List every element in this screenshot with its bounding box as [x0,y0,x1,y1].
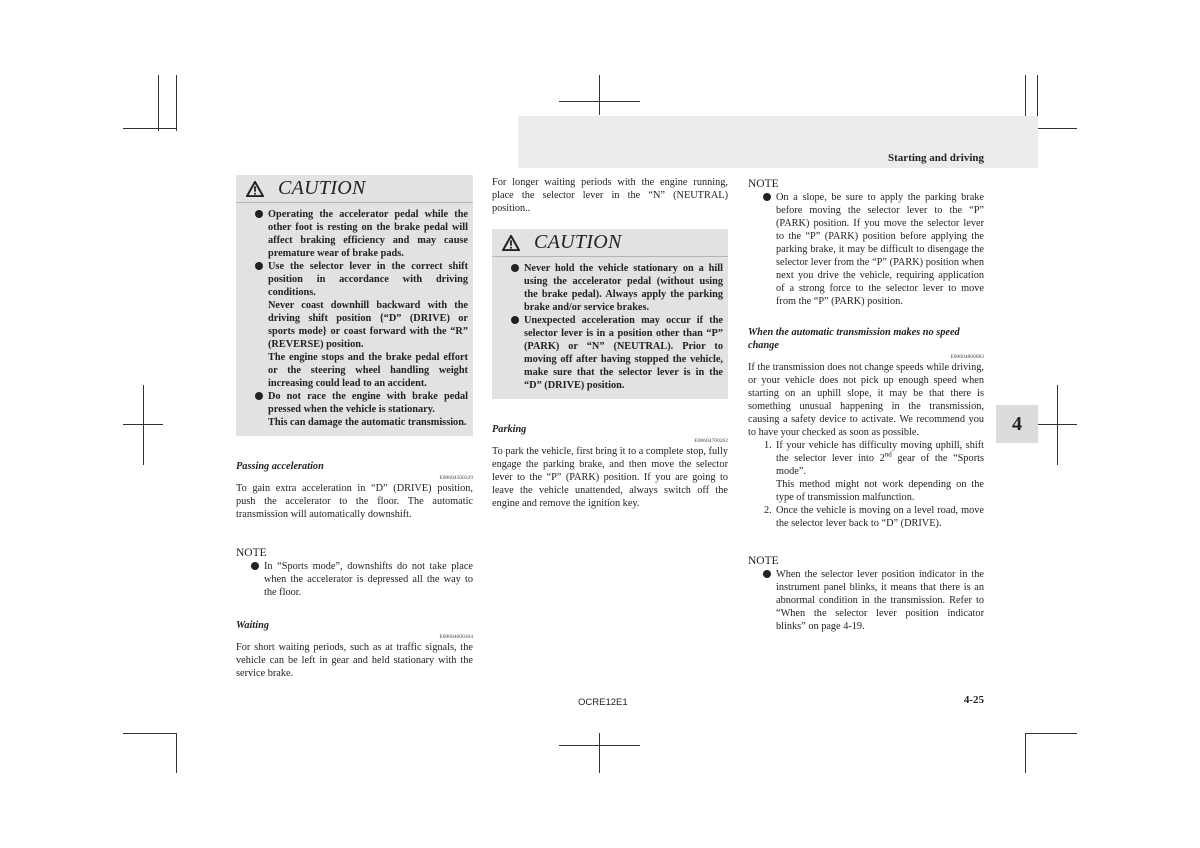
note-item [236,560,473,599]
parking-text: To park the vehicle, first bring it to a complete stop, fully engage the parking brake, and then move the selector lever to the “P” (PARK) position. If you are going to leave the vehicle unattended, always switch off the engine and remove the ignition key. [492,446,728,509]
caution-item [240,260,468,390]
note-list [748,568,984,633]
step-item [748,504,984,530]
caution-box [492,229,728,399]
caution-title: CAUTION [534,231,622,253]
passing-acceleration-heading: Passing acceleration [236,461,324,472]
caution-list [240,208,468,429]
step-item [748,439,984,504]
bullet-icon [255,392,263,400]
chapter-number: 4 [1012,412,1022,435]
reference-code: E00604800683 [950,354,984,360]
bullet-icon [251,562,259,570]
caution-box [236,175,473,436]
column-right [748,177,984,633]
passing-acceleration-text: To gain extra acceleration in “D” (DRIVE) position, push the accelerator to the floor. The automatic transmission will automatically downshift. [236,483,473,520]
note-text: On a slope, be sure to apply the parking brake before moving the selector lever to the “P” (PARK) position. If you move the selector lever to the “P” (PARK) position before applying the parking brake, it may be difficult to disengage the selector lever from the “P” (PARK) position when next you drive the vehicle, requiring application of a strong force to the selector lever to move from the “P” (PARK) position. [776,192,984,307]
caution-item [240,208,468,260]
caution-text: This can damage the automatic transmission. [268,417,467,428]
column-middle [492,176,728,510]
bullet-icon [255,210,263,218]
steps-list [748,439,984,530]
note-item [748,191,984,308]
warning-triangle-icon [246,181,264,197]
note-item [748,568,984,633]
step-extra-text: This method might not work depending on the type of transmission malfunction. [776,479,984,503]
note-list [748,191,984,308]
note-text: In “Sports mode”, downshifts do not take place when the accelerator is depressed all the way to the floor. [264,561,473,598]
caution-text: Never coast downhill backward with the driving shift position {“D” (DRIVE) or sports mode} or coast forward with the “R” (REVERSE) position. [268,300,468,350]
caution-item [496,262,723,314]
reference-code: E00604500329 [439,475,473,481]
caution-title: CAUTION [278,177,366,199]
step-text: If your vehicle has difficulty moving uphill, shift the selector lever into 2 [776,440,984,464]
no-speed-change-text: If the transmission does not change speeds while driving, or your vehicle does not pick up enough speed when starting on an uphill slope, it may be that there is something unusual happening in the transmission, causing a safety device to activate. We recommend you to have your checked as soon as possible. [748,362,984,438]
reference-code: E00604700262 [694,438,728,444]
no-speed-change-heading: When the automatic transmission makes no speed change [748,327,960,351]
note-list [236,560,473,599]
caution-text: Never hold the vehicle stationary on a hill using the accelerator pedal (without using the brake pedal). Always apply the parking brake and/or service brakes. [524,263,723,313]
intro-text: For longer waiting periods with the engine running, place the selector lever in the “N” (NEUTRAL) position.. [492,177,728,214]
note-title: NOTE [748,178,779,190]
waiting-text: For short waiting periods, such as at traffic signals, the vehicle can be left in gear and held stationary with the service brake. [236,642,473,679]
caution-header [236,175,473,203]
note-text: When the selector lever position indicator in the instrument panel blinks, it means that there is an abnormal condition in the transmission. Refer to “When the selector lever position indicator blinks” on page 4-19. [776,569,984,632]
section-title: Starting and driving [888,152,984,164]
caution-text: Use the selector lever in the correct shift position in accordance with driving conditions. [268,261,468,298]
warning-triangle-icon [502,235,520,251]
caution-text: Unexpected acceleration may occur if the selector lever is in a position other than “P” (PARK) or “N” (NEUTRAL). Prior to moving off after having stopped the vehicle, make sure that the selector lever is in the “D” (DRIVE) position. [524,315,723,391]
document-code: OCRE12E1 [578,697,628,708]
reference-code: E00604600304 [439,634,473,640]
caution-header [492,229,728,257]
caution-item [240,390,468,429]
waiting-heading: Waiting [236,620,269,631]
note-title: NOTE [748,555,779,567]
step-number: 1. [764,440,772,451]
caution-list [496,262,723,392]
caution-text: Do not race the engine with brake pedal pressed when the vehicle is stationary. [268,391,468,415]
step-superscript: nd [884,450,892,459]
bullet-icon [511,264,519,272]
caution-text: The engine stops and the brake pedal effort or the steering wheel handling weight increasing could lead to an accident. [268,352,468,389]
note-title: NOTE [236,547,267,559]
step-number: 2. [764,505,772,516]
page-number: 4-25 [963,694,984,706]
column-left [236,175,473,680]
bullet-icon [763,570,771,578]
parking-heading: Parking [492,424,527,435]
step-text: gear of the “Sports mode”. [776,453,985,477]
bullet-icon [255,262,263,270]
step-text: Once the vehicle is moving on a level road, move the selector lever back to “D” (DRIVE). [776,505,984,529]
caution-text: Operating the accelerator pedal while the other foot is resting on the brake pedal will affect braking efficiency and may cause premature wear of brake pads. [268,209,468,259]
caution-item [496,314,723,392]
bullet-icon [763,193,771,201]
chapter-tab [996,405,1038,443]
bullet-icon [511,316,519,324]
